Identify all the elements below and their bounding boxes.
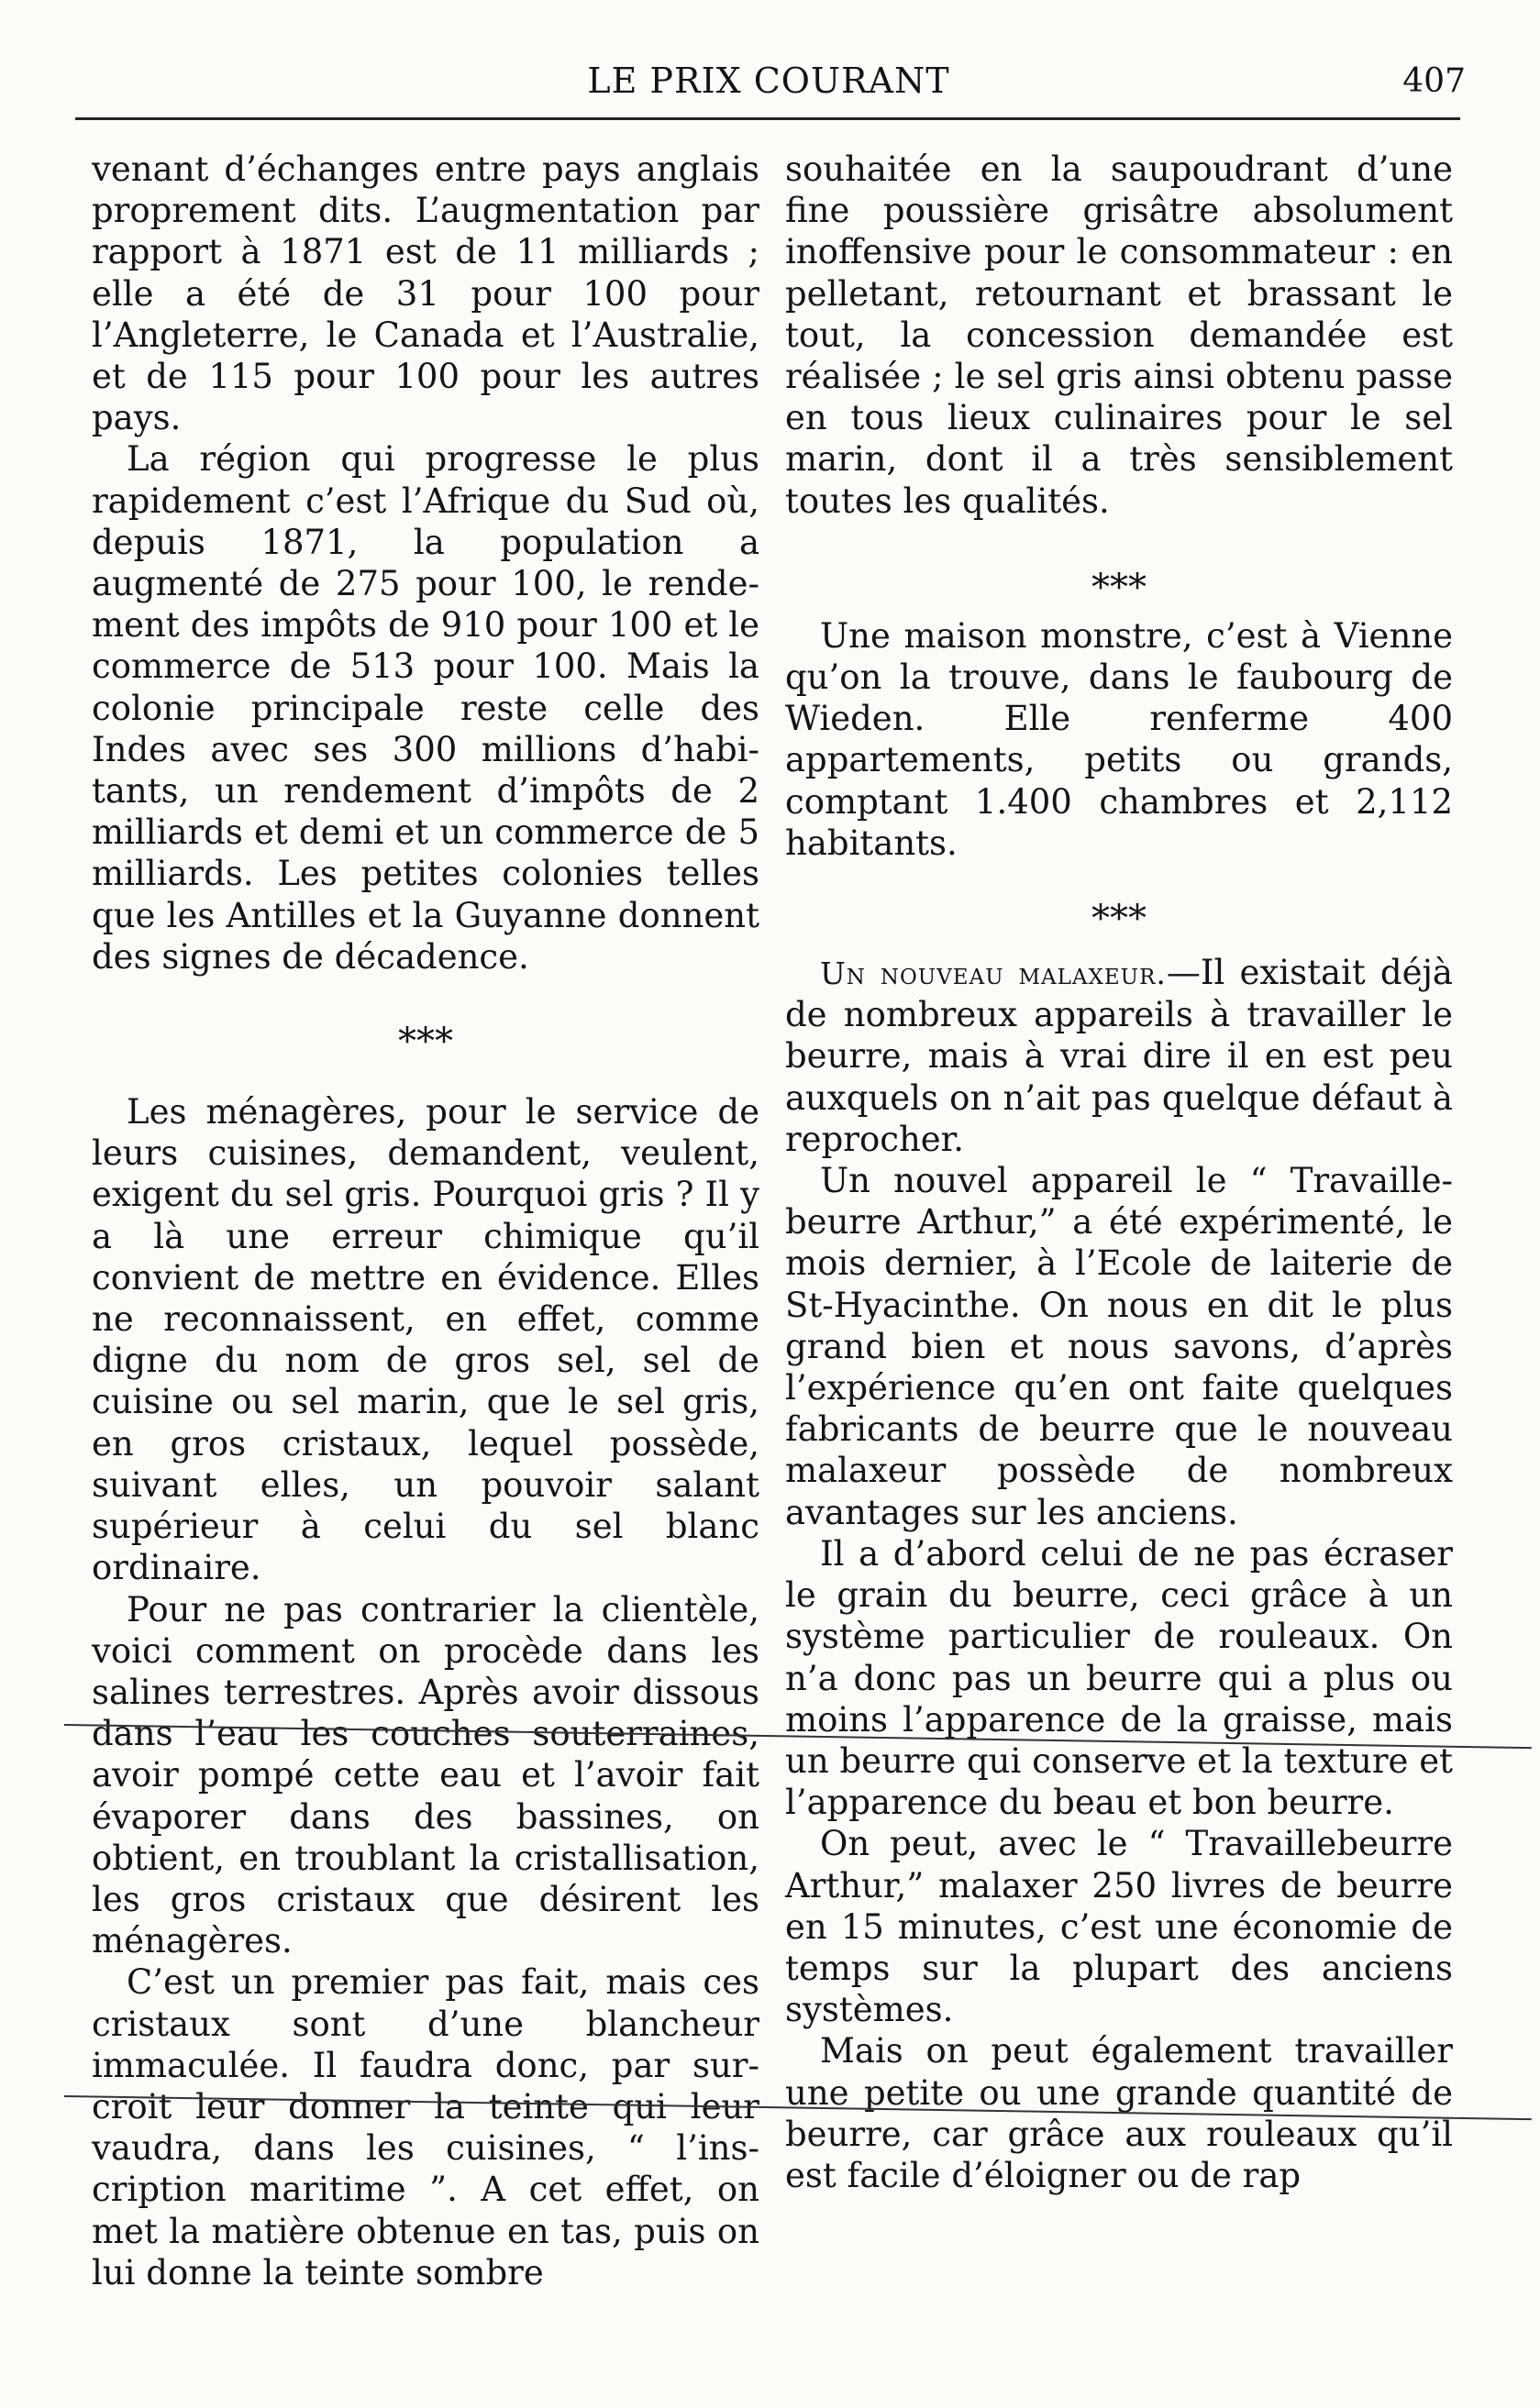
right-paragraph-3 [785, 952, 1453, 1160]
right-paragraph-1: souhaitée en la saupoudrant d’une fine poussière grisâtre absolument inoffensive pour le consommateur : en pelletant, retournant et brassant le tout, la concession demandée est réalisée ; le sel gris ainsi obtenu passe en tous lieux culinaires pour le sel marin, dont il a très sensiblement toutes les qualités. [785, 149, 1453, 521]
right-paragraph-7: Mais on peut également travailler une petite ou une grande quantité de beurre, car grâce aux rouleaux qu’il est facile d’éloigner ou de rap [785, 2031, 1453, 2195]
left-paragraph-5: C’est un premier pas fait, mais ces cristaux sont d’une blancheur immaculée. Il faudra donc, par surcroit leur donner la teinte qui leur vaudra, dans les cuisines, “ l’inscription maritime ”. A cet effet, on met la matière obtenue en tas, puis on lui donne la teinte sombre [92, 1962, 759, 2292]
left-paragraph-2: La région qui progresse le plus rapidement c’est l’Afrique du Sud où, depuis 1871, la population a augmenté de 275 pour 100, le rendement des impôts de 910 pour 100 et le commerce de 513 pour 100. Mais la colonie principale reste celle des Indes avec ses 300 millions d’habitants, un rendement d’impôts de 2 milliards et demi et un commerce de 5 milliards. Les petites colonies telles que les Antilles et la Guyanne donnent des signes de décadence. [92, 439, 759, 977]
right-column: souhaitée en la saupoudrant d’une fine poussière grisâtre absolument inoffensive pour le consommateur : en pelletant, retournant et brassant le tout, la concession demandée est réalisée ; le sel gris ainsi obtenu passe en tous lieux culinaires pour le sel marin, dont il a très sensiblement toutes les qualités. *** Une maison monstre, c’est à Vienne qu’on la trouve, dans le faubourg de Wieden. Elle renferme 400 appartements, petits ou grands, comptant 1.400 chambres et 2,112 habitants. *** Un nouveau malaxeur.—Il existait déjà de nombreux appareils à travailler le beurre, mais à vrai dire il en est peu auxquels on n’ait pas quelque défaut à reprocher. Un nouvel appareil le “ Travaillebeurre Arthur,” a été expérimenté, le mois dernier, à l’Ecole de laiterie de St-Hyacinthe. On nous en dit le plus grand bien et nous savons, d’après l’expérience qu’en ont faite quelques fabricants de beurre que le nouveau malaxeur possède de nombreux avantages sur les anciens. Il a d’abord celui de ne pas écraser le grain du beurre, ceci grâce à un système particulier de rouleaux. On n’a donc pas un beurre qui a plus ou moins l’apparence de la graisse, mais un beurre qui conserve et la texture et l’apparence du beau et bon beurre. On peut, avec le “ Travaillebeurre Arthur,” malaxer 250 livres de beurre en 15 minutes, c’est une économie de temps sur la plupart des anciens systèmes. Mais on peut également travailler une petite ou une grande quantité de beurre, car grâce aux rouleaux qu’il est facile d’éloigner ou de rap [785, 149, 1453, 2195]
header-rule [75, 117, 1460, 120]
right-paragraph-4: Un nouvel appareil le “ Travaillebeurre Arthur,” a été expérimenté, le mois dernier, à l’Ecole de laiterie de St-Hyacinthe. On nous en dit le plus grand bien et nous savons, d’après l’expérience qu’en ont faite quelques fabricants de beurre que le nouveau malaxeur possède de nombreux avantages sur les anciens. [785, 1161, 1453, 1532]
running-title: LE PRIX COURANT [587, 61, 950, 101]
left-paragraph-1: venant d’échanges entre pays anglais proprement dits. L’augmentation par rapport à 1871 est de 11 milliards ; elle a été de 31 pour 100 pour l’Angleterre, le Canada et l’Australie, et de 115 pour 100 pour les autres pays. [92, 149, 759, 438]
left-paragraph-4: Pour ne pas contrarier la clientèle, voici comment on procède dans les salines terrestres. Après avoir dissous dans l’eau les couches souterraines, avoir pompé cette eau et l’avoir fait évaporer dans des bassines, on obtient, en troublant la cristallisation, les gros cristaux que désirent les ménagères. [92, 1589, 759, 1961]
right-paragraph-3-body: —Il existait déjà de nombreux appareils à travailler le beurre, mais à vrai dire il en est peu auxquels on n’ait pas quelque défaut à reprocher. [785, 953, 1453, 1159]
section-heading-malaxeur: Un nouveau malaxeur. [820, 955, 1167, 992]
left-paragraph-3: Les ménagères, pour le service de leurs cuisines, demandent, veulent, exigent du sel gris. Pourquoi gris ? Il y a là une erreur chimique qu’il convient de mettre en évidence. Elles ne reconnaissent, en effet, comme digne du nom de gros sel, sel de cuisine ou sel marin, que le sel gris, en gros cristaux, lequel possède, suivant elles, un pouvoir salant supérieur à celui du sel blanc ordinaire. [92, 1092, 759, 1588]
right-paragraph-5: Il a d’abord celui de ne pas écraser le grain du beurre, ceci grâce à un système particulier de rouleaux. On n’a donc pas un beurre qui a plus ou moins l’apparence de la graisse, mais un beurre qui conserve et la texture et l’apparence du beau et bon beurre. [785, 1533, 1453, 1823]
page-header [72, 57, 1466, 110]
page-number: 407 [1402, 62, 1466, 100]
left-column: venant d’échanges entre pays anglais proprement dits. L’augmentation par rapport à 1871 est de 11 milliards ; elle a été de 31 pour 100 pour l’Angleterre, le Canada et l’Australie, et de 115 pour 100 pour les autres pays. La région qui progresse le plus rapidement c’est l’Afrique du Sud où, depuis 1871, la population a augmenté de 275 pour 100, le rendement des impôts de 910 pour 100 et le commerce de 513 pour 100. Mais la colonie principale reste celle des Indes avec ses 300 millions d’habitants, un rendement d’impôts de 2 milliards et demi et un commerce de 5 milliards. Les petites colonies telles que les Antilles et la Guyanne donnent des signes de décadence. *** Les ménagères, pour le service de leurs cuisines, demandent, veulent, exigent du sel gris. Pourquoi gris ? Il y a là une erreur chimique qu’il convient de mettre en évidence. Elles ne reconnaissent, en effet, comme digne du nom de gros sel, sel de cuisine ou sel marin, que le sel gris, en gros cristaux, lequel possède, suivant elles, un pouvoir salant supérieur à celui du sel blanc ordinaire. Pour ne pas contrarier la clientèle, voici comment on procède dans les salines terrestres. Après avoir dissous dans l’eau les couches souterraines, avoir pompé cette eau et l’avoir fait évaporer dans des bassines, on obtient, en troublant la cristallisation, les gros cristaux que désirent les ménagères. C’est un premier pas fait, mais ces cristaux sont d’une blancheur immaculée. Il faudra donc, par surcroit leur donner la teinte qui leur vaudra, dans les cuisines, “ l’inscription maritime ”. A cet effet, on met la matière obtenue en tas, puis on lui donne la teinte sombre [92, 149, 759, 2292]
right-paragraph-2: Une maison monstre, c’est à Vienne qu’on la trouve, dans le faubourg de Wieden. Elle renferme 400 appartements, petits ou grands, comptant 1.400 chambres et 2,112 habitants. [785, 615, 1453, 863]
right-paragraph-6: On peut, avec le “ Travaillebeurre Arthur,” malaxer 250 livres de beurre en 15 minutes, c’est une économie de temps sur la plupart des anciens systèmes. [785, 1824, 1453, 2030]
